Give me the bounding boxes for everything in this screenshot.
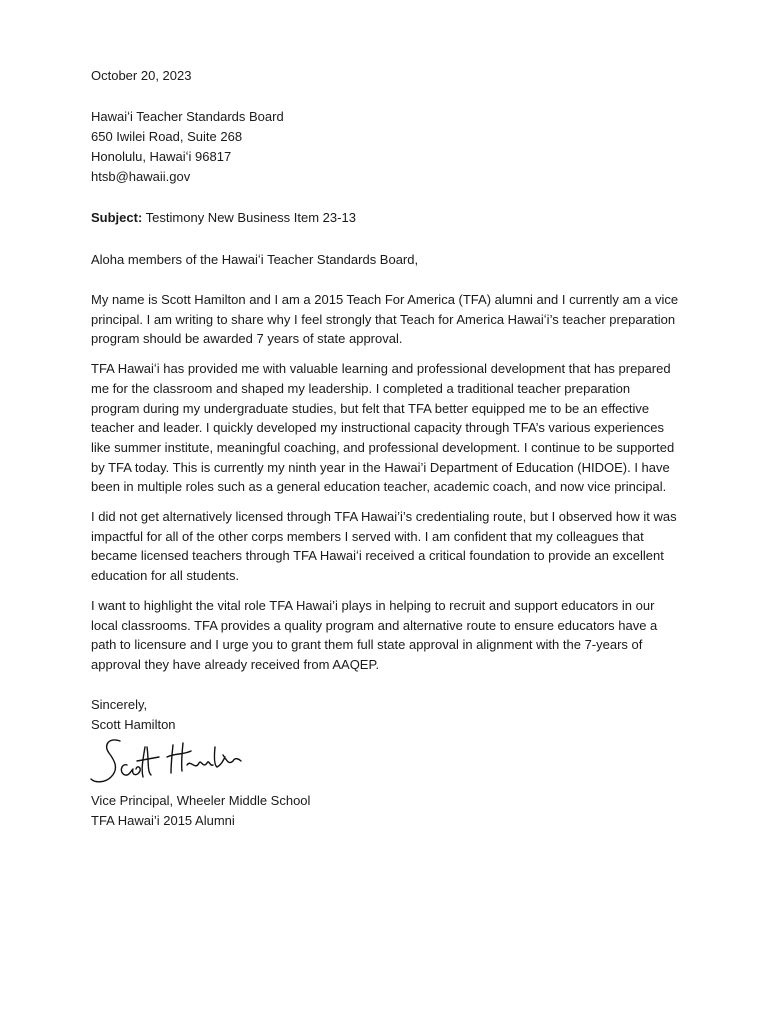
body-paragraph-3: I did not get alternatively licensed through TFA Hawai’i’s credentialing route, but I observed how it was impactful for all of the other corps members I served with. I am confident that my colleagues that became licensed teachers through TFA Hawaiʻi received a critical foundation to provide an excellent education for all students. xyxy=(91,509,677,584)
sender-name: Scott Hamilton xyxy=(91,716,176,732)
letter-page xyxy=(91,66,681,831)
subject-label: Subject: xyxy=(91,210,143,225)
body-paragraph-4: I want to highlight the vital role TFA Hawai’i plays in helping to recruit and support educators in our local classrooms. TFA provides a quality program and alternative route to ensure educators have a path to licensure and I urge you to grant them full state approval in alignment with the 7-years of approval they have already received from AAQEP. xyxy=(91,597,658,672)
recipient-city: Honolulu, Hawaiʻi 96817 xyxy=(91,149,232,164)
sender-affiliation: TFA Hawai’i 2015 Alumni xyxy=(91,812,235,828)
handwritten-signature xyxy=(87,735,247,791)
recipient-email: htsb@hawaii.gov xyxy=(91,169,191,184)
recipient-street: 650 Iwilei Road, Suite 268 xyxy=(91,129,243,144)
salutation: Aloha members of the Hawaiʻi Teacher Standards Board, xyxy=(91,252,419,267)
body-paragraph-1: My name is Scott Hamilton and I am a 2015 Teach For America (TFA) alumni and I currently am a vice principal. I am writing to share why I feel strongly that Teach for America Hawaiʻi’s teacher preparation program should be awarded 7 years of state approval. xyxy=(91,292,679,347)
subject-text: Testimony New Business Item 23-13 xyxy=(142,210,356,225)
sender-title: Vice Principal, Wheeler Middle School xyxy=(91,792,311,808)
letter-date: October 20, 2023 xyxy=(91,68,192,83)
closing-word: Sincerely, xyxy=(91,696,148,712)
recipient-address xyxy=(91,107,681,187)
recipient-name: Hawaiʻi Teacher Standards Board xyxy=(91,109,284,124)
closing-block xyxy=(91,695,681,735)
body-paragraph-2: TFA Hawaiʻi has provided me with valuable learning and professional development that has prepared me for the classroom and shaped my leadership. I completed a traditional teacher preparation program during my undergraduate studies, but felt that TFA better equipped me to be an effective teacher and leader. I quickly developed my instructional capacity through TFA’s various experiences like summer institute, meaningful coaching, and professional development. I continue to be supported by TFA today. This is currently my ninth year in the Hawai’i Department of Education (HIDOE). I have been in multiple roles such as a general education teacher, academic coach, and now vice principal. xyxy=(91,361,675,495)
subject-line xyxy=(91,208,681,228)
